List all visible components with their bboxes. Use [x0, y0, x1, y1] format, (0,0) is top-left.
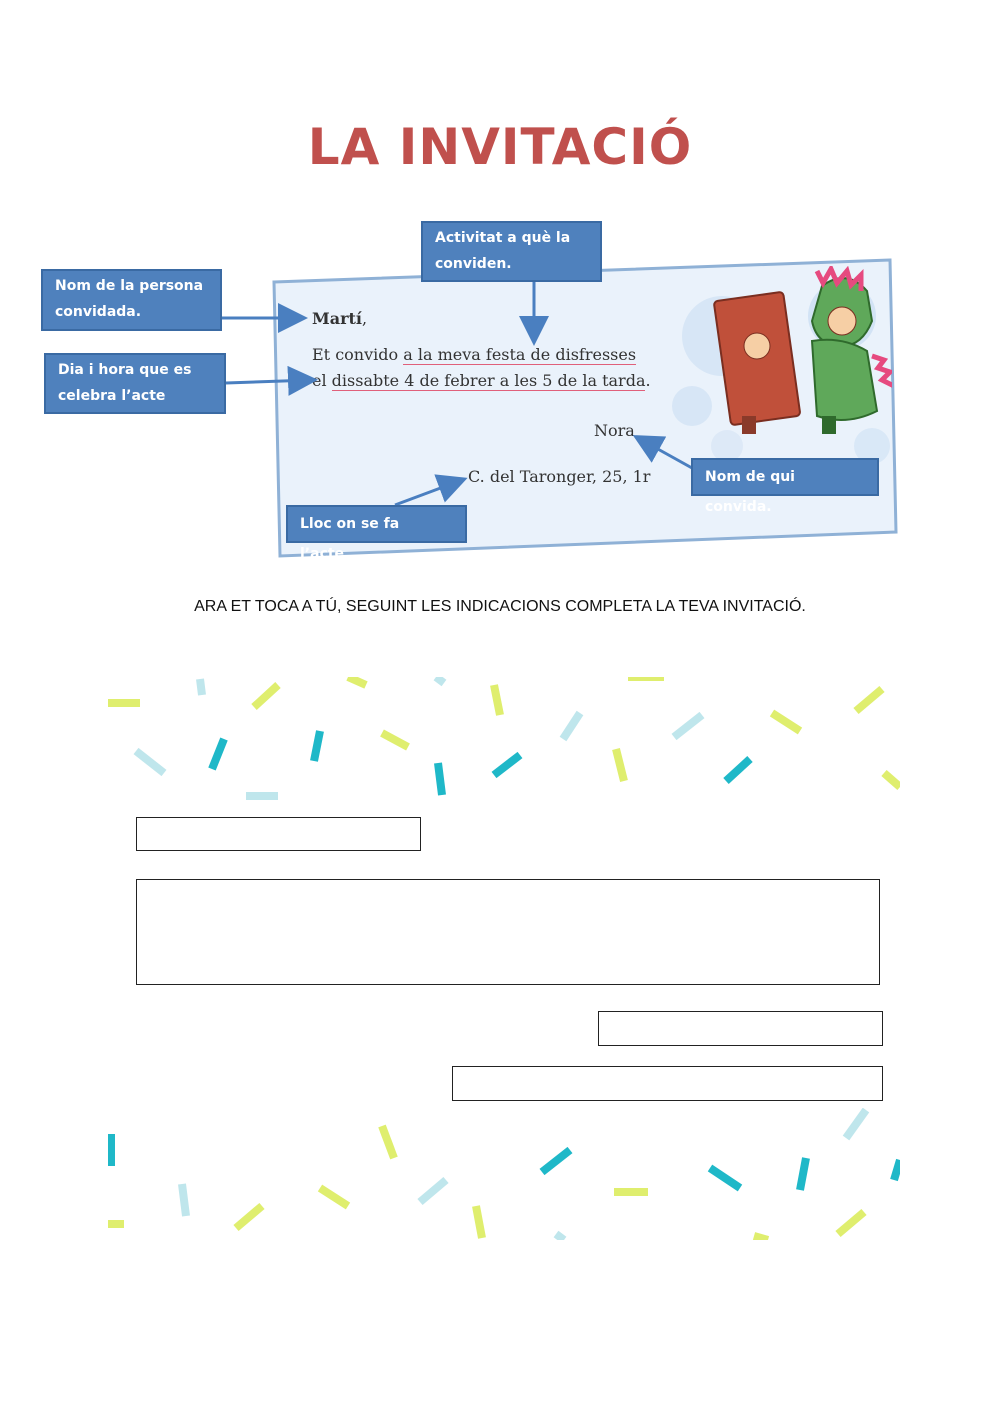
callout-activity: Activitat a què la conviden.: [421, 221, 602, 282]
callout-datetime: Dia i hora que es celebra l’acte: [44, 353, 226, 414]
example-line-2: el dissabte 4 de febrer a les 5 de la tarda.: [312, 371, 651, 390]
example-line-1: Et convido a la meva festa de disfresses: [312, 345, 637, 364]
address-field[interactable]: [452, 1066, 883, 1101]
instruction-text: ARA ET TOCA A TÚ, SEGUINT LES INDICACIONS COMPLETA LA TEVA INVITACIÓ.: [194, 598, 806, 615]
confetti-decoration-top: [108, 677, 900, 802]
callout-place: Lloc on se fa l’acte.: [286, 505, 467, 543]
recipient-name-field[interactable]: [136, 817, 421, 851]
confetti-decoration-bottom: [108, 1108, 900, 1240]
sender-name-field[interactable]: [598, 1011, 883, 1046]
example-activity: a la meva festa de disfresses: [403, 345, 637, 364]
invitation-message-field[interactable]: [136, 879, 880, 985]
example-sender: Nora: [594, 421, 635, 440]
example-address: C. del Taronger, 25, 1r: [468, 467, 651, 486]
example-datetime: dissabte 4 de febrer a les 5 de la tarda: [331, 371, 646, 390]
page-title: LA INVITACIÓ: [307, 118, 693, 176]
callout-recipient: Nom de la persona convidada.: [41, 269, 222, 331]
example-recipient: Martí,: [312, 309, 368, 328]
callout-sender: Nom de qui convida.: [691, 458, 879, 496]
